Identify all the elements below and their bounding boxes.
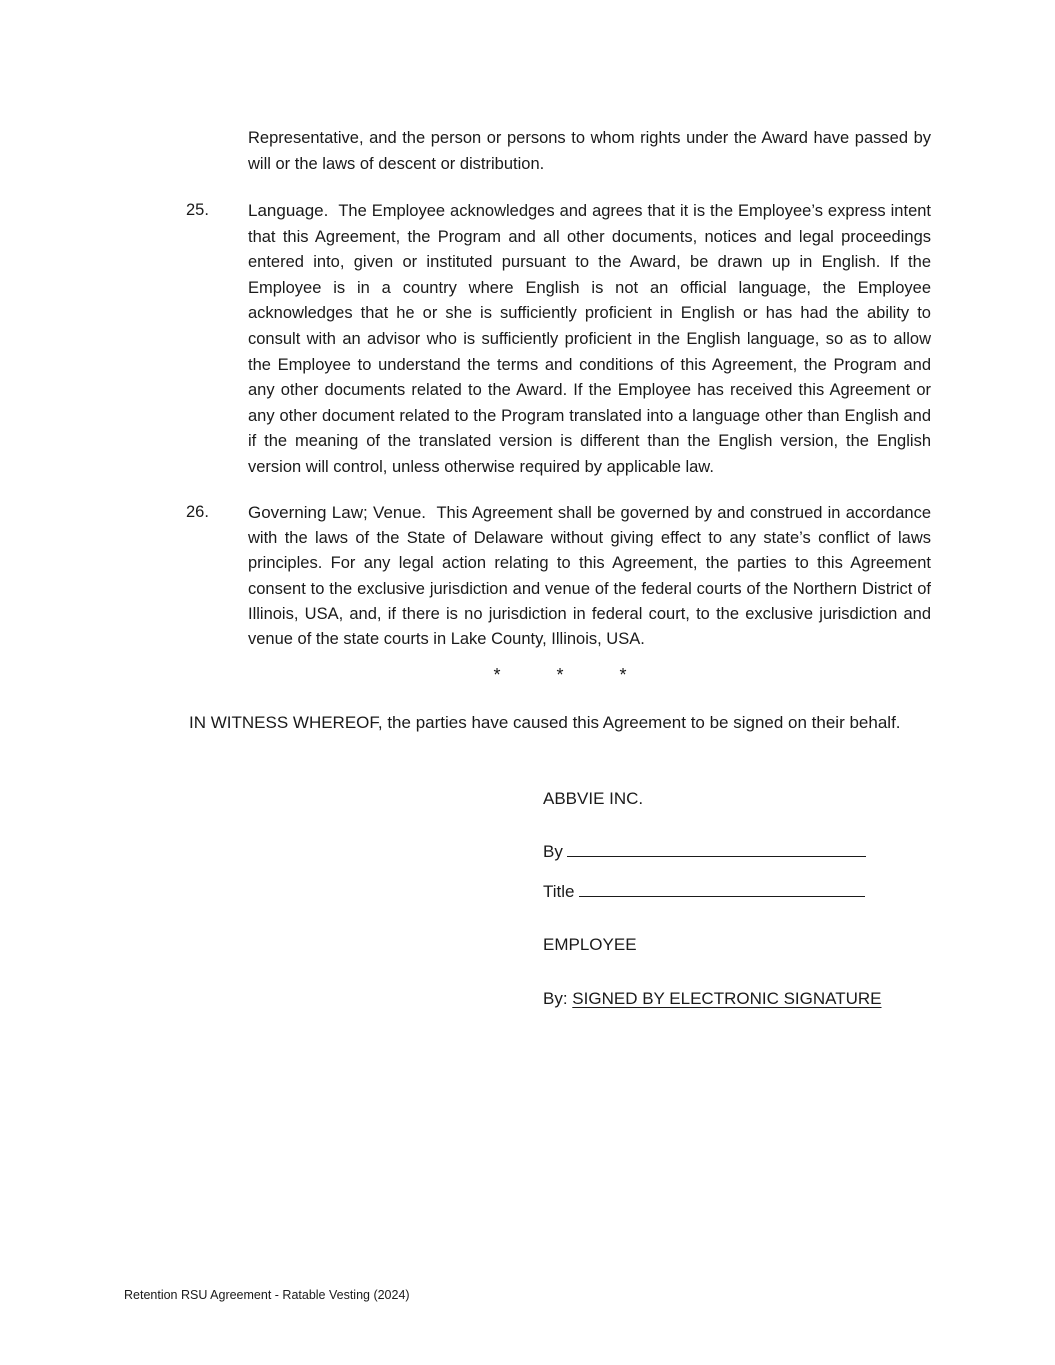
- employee-by-label: By:: [543, 989, 568, 1008]
- section-heading: Language.: [248, 201, 329, 220]
- signature-blank[interactable]: [567, 839, 866, 857]
- section-text: The Employee acknowledges and agrees that it is the Employee’s express intent that this Agreement, the Program and all other documents, notices and legal proceedings entered into, given or instituted pursuant to the Award, be drawn up in English. If the Employee is in a country where English is not an official language, the Employee acknowledges that he or she is sufficiently proficient in English or has had the ability to consult with an advisor who is sufficiently proficient in the English language, so as to allow the Employee to understand the terms and conditions of this Agreement, the Program and any other documents related to the Award. If the Employee has received this Agreement or any other document related to the Program translated into a language other than English and if the meaning of the translated version is different than the English version, the English version will control, unless otherwise required by applicable law.: [248, 202, 932, 476]
- employee-label: EMPLOYEE: [543, 935, 637, 954]
- section-number: 26.: [186, 503, 209, 521]
- section-body: [248, 500, 931, 652]
- section-separator: [480, 665, 640, 686]
- section-body: [248, 198, 931, 481]
- section-number: 25.: [186, 201, 209, 219]
- section-text: This Agreement shall be governed by and construed in accordance with the laws of the State of Delaware without giving effect to any state’s conflict of laws principles. For any legal action relating to this Agreement, the parties to this Agreement consent to the exclusive jurisdiction and venue of the federal courts of the Northern District of Illinois, USA, and, if there is no jurisdiction in federal court, to the exclusive jurisdiction and venue of the state courts in Lake County, Illinois, USA.: [248, 504, 932, 649]
- witness-clause: IN WITNESS WHEREOF, the parties have caused this Agreement to be signed on their behalf.: [189, 713, 901, 732]
- employee-signature-line: [543, 987, 882, 1011]
- continuation-paragraph: Representative, and the person or persons to whom rights under the Award have passed by will or the laws of descent or distribution.: [248, 129, 931, 173]
- separator-star: *: [619, 665, 627, 685]
- page-footer: Retention RSU Agreement - Ratable Vesting (2024): [124, 1288, 410, 1302]
- by-label: By: [543, 842, 563, 861]
- title-label: Title: [543, 882, 575, 901]
- separator-star: *: [556, 665, 564, 685]
- electronic-signature: SIGNED BY ELECTRONIC SIGNATURE: [572, 989, 882, 1008]
- company-by-line: [543, 839, 866, 864]
- company-title-line: [543, 879, 865, 904]
- company-name: ABBVIE INC.: [543, 789, 644, 808]
- title-blank[interactable]: [579, 879, 865, 897]
- separator-star: *: [493, 665, 501, 685]
- section-heading: Governing Law; Venue.: [248, 503, 426, 522]
